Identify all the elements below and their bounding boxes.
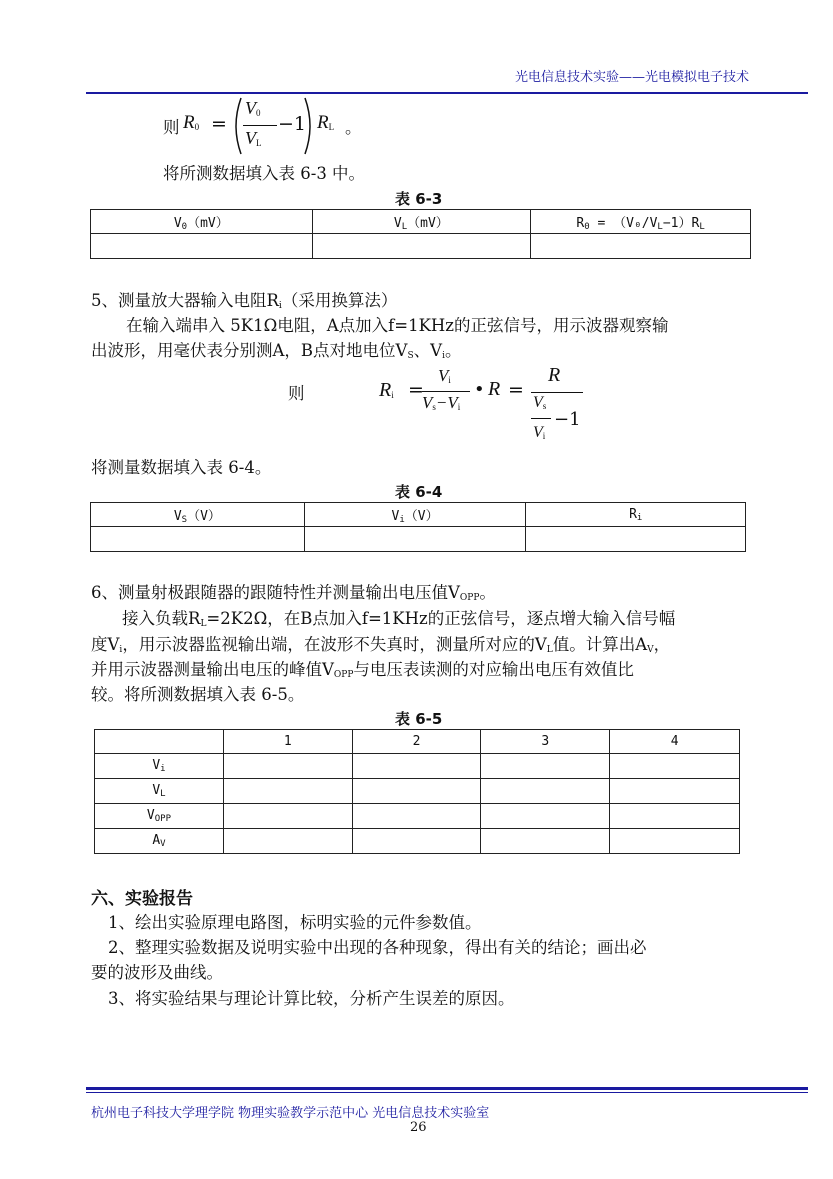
formula-prefix: 则 bbox=[163, 118, 180, 137]
table64-header-vi: $V_i(V)$ bbox=[304, 503, 526, 527]
table63-header-v0: $V_0(mV)$ bbox=[91, 210, 313, 234]
formula-end: 。 bbox=[345, 118, 362, 137]
report-item2b: 要的波形及曲线。 bbox=[91, 963, 223, 982]
fill-table64-text: 将测量数据填入表 6-4。 bbox=[91, 458, 272, 477]
table65-col-header: 4 bbox=[610, 730, 740, 754]
table65-cell bbox=[223, 804, 352, 829]
table65-row-vl bbox=[95, 779, 740, 804]
formula-rhs: R bbox=[317, 112, 329, 133]
formula2-eq1: = bbox=[408, 379, 424, 401]
table65-row-label: $V_{OPP}$ bbox=[95, 804, 224, 829]
formula2-r: R bbox=[488, 378, 501, 400]
formula-den: V bbox=[245, 128, 256, 148]
formula2-dot: • bbox=[474, 379, 485, 400]
formula2-big-num: R bbox=[548, 364, 561, 386]
table65-corner bbox=[95, 730, 224, 754]
formula2-eq2: = bbox=[508, 379, 524, 401]
formula-eq: = bbox=[211, 113, 227, 135]
footer-text: 杭州电子科技大学理学院 物理实验教学示范中心 光电信息技术实验室 bbox=[91, 1106, 490, 1121]
section6-line2: 度$V_i$，用示波器监视输出端，在波形不失真时，测量所对应的$V_L$值。计算出$A_V$， bbox=[91, 635, 671, 655]
section6-line4: 较。将所测数据填入表 6-5。 bbox=[91, 685, 305, 704]
table65-cell bbox=[223, 754, 352, 779]
table65-cell bbox=[223, 779, 352, 804]
table65-cell bbox=[352, 754, 481, 779]
table-6-4 bbox=[90, 502, 746, 552]
table65-cell bbox=[610, 804, 740, 829]
report-item3: 3、将实验结果与理论计算比较，分析产生误差的原因。 bbox=[108, 989, 515, 1008]
table65-col-header: 2 bbox=[352, 730, 481, 754]
right-paren bbox=[301, 96, 317, 156]
formula-minus-one: −1 bbox=[278, 113, 307, 135]
table65-cell bbox=[352, 829, 481, 854]
formula-lhs: R bbox=[183, 112, 195, 133]
formula2-frac-den: V bbox=[422, 393, 433, 412]
fraction-bar bbox=[243, 125, 277, 126]
table65-col-header: 1 bbox=[223, 730, 352, 754]
formula2-inner-den: V bbox=[533, 424, 543, 441]
table65-cell bbox=[481, 779, 610, 804]
table63-cell bbox=[91, 234, 313, 259]
table65-row-label: $V_i$ bbox=[95, 754, 224, 779]
table65-cell bbox=[223, 829, 352, 854]
formula2-bar1 bbox=[422, 391, 470, 392]
table65-cell bbox=[481, 829, 610, 854]
formula2-bar2 bbox=[531, 392, 583, 393]
section5-line2: 出波形，用毫伏表分别测A，B点对地电位$V_S$、$V_i$。 bbox=[91, 341, 462, 361]
footer-rule-thin bbox=[86, 1092, 808, 1093]
fill-table63-text: 将所测数据填入表 6-3 中。 bbox=[163, 164, 366, 183]
report-item1: 1、绘出实验原理电路图，标明实验的元件参数值。 bbox=[108, 913, 482, 932]
table65-row-vopp bbox=[95, 804, 740, 829]
formula-r0: 则 $R_0$ = $V_0$ $V_L$ −1 $R_L$ 。 bbox=[163, 96, 363, 158]
table65-cell bbox=[352, 779, 481, 804]
table63-header-vl: $V_L(mV)$ bbox=[312, 210, 531, 234]
table63-cell bbox=[312, 234, 531, 259]
section5-title: 5、测量放大器输入电阻$R_i$（采用换算法） bbox=[91, 291, 398, 311]
formula2-prefix: 则 bbox=[288, 384, 305, 403]
formula2-bar3 bbox=[531, 418, 551, 419]
footer-rule-thick bbox=[86, 1087, 808, 1090]
table64-cell bbox=[526, 527, 746, 552]
section6-line3: 并用示波器测量输出电压的峰值$V_{OPP}$与电压表读测的对应输出电压有效值比 bbox=[91, 660, 634, 680]
table64-caption: 表 6-4 bbox=[395, 483, 443, 501]
table63-caption: 表 6-3 bbox=[395, 190, 443, 208]
table-6-5 bbox=[94, 729, 740, 854]
table63-cell bbox=[531, 234, 751, 259]
formula2-minus-one: −1 bbox=[554, 409, 581, 430]
page-number: 26 bbox=[410, 1120, 427, 1135]
formula-ri: 则 $R_i$ = $V_i$ $V_s-V_i$ • R = R $V_s$ −1 $V_i$ bbox=[288, 362, 608, 458]
table65-caption: 表 6-5 bbox=[395, 710, 443, 728]
table64-header-vs: $V_S(V)$ bbox=[91, 503, 305, 527]
section6-line1: 接入负载$R_L=2K2\Omega$，在B点加入f=1KHz的正弦信号，逐点增大输入信号幅 bbox=[122, 609, 676, 629]
table64-header-ri: $R_i$ bbox=[526, 503, 746, 527]
table65-cell bbox=[481, 804, 610, 829]
table64-cell bbox=[304, 527, 526, 552]
table65-cell bbox=[352, 804, 481, 829]
report-item2a: 2、整理实验数据及说明实验中出现的各种现象，得出有关的结论；画出必 bbox=[108, 938, 647, 957]
formula2-lhs: R bbox=[379, 379, 392, 401]
header-title: 光电信息技术实验——光电模拟电子技术 bbox=[514, 70, 749, 85]
table65-col-header: 3 bbox=[481, 730, 610, 754]
table65-row-label: $V_L$ bbox=[95, 779, 224, 804]
table65-cell bbox=[610, 779, 740, 804]
table65-row-label: $A_V$ bbox=[95, 829, 224, 854]
formula-num: V bbox=[245, 98, 256, 118]
section5-line1: 在输入端串入 5K1Ω电阻，A点加入f=1KHz的正弦信号，用示波器观察输 bbox=[126, 316, 669, 335]
formula2-inner-num: V bbox=[533, 394, 543, 411]
table65-cell bbox=[610, 754, 740, 779]
table-6-3 bbox=[90, 209, 751, 259]
formula2-frac-num: V bbox=[438, 366, 449, 385]
table65-cell bbox=[610, 829, 740, 854]
table64-cell bbox=[91, 527, 305, 552]
table65-cell bbox=[481, 754, 610, 779]
section6-title: 6、测量射极跟随器的跟随特性并测量输出电压值$V_{OPP}$。 bbox=[91, 583, 496, 603]
left-paren bbox=[229, 96, 245, 156]
header-rule bbox=[86, 92, 808, 94]
table65-row-av bbox=[95, 829, 740, 854]
report-title: 六、实验报告 bbox=[91, 889, 193, 909]
table65-row-vi bbox=[95, 754, 740, 779]
table63-header-r0: $R_0 = (V_0/V_L-1)R_L$ bbox=[531, 210, 751, 234]
